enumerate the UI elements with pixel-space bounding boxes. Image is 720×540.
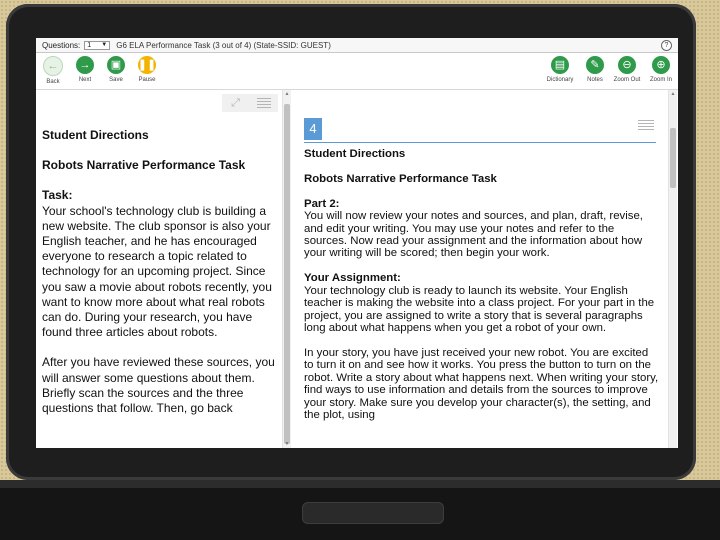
expand-icon[interactable]: ⤢ — [231, 97, 240, 109]
item-pane — [304, 114, 658, 448]
scroll-up-icon[interactable]: ▲ — [670, 91, 676, 97]
next-label: Next — [78, 77, 92, 83]
item-heading: Student Directions — [304, 148, 406, 160]
laptop-base — [0, 480, 720, 540]
next-button[interactable] — [70, 56, 100, 83]
passage-pane — [36, 90, 290, 448]
arrow-right-icon: → — [76, 56, 94, 74]
dictionary-button[interactable] — [545, 56, 575, 83]
test-title: G6 ELA Performance Task (3 out of 4) (State-SSID: GUEST) — [116, 40, 331, 50]
item-task-title: Robots Narrative Performance Task — [304, 172, 497, 185]
help-icon[interactable]: ? — [661, 40, 672, 51]
scroll-down-icon[interactable]: ▼ — [284, 441, 290, 447]
item-content — [304, 148, 658, 421]
back-label: Back — [46, 79, 60, 85]
top-bar — [36, 38, 678, 53]
magnifier-minus-icon: ⊖ — [618, 56, 636, 74]
item-divider — [304, 142, 656, 143]
zoom-in-label: Zoom In — [649, 77, 672, 83]
passage-heading: Student Directions — [42, 128, 149, 142]
zoom-in-button[interactable] — [646, 56, 676, 83]
chevron-down-icon: ▼ — [101, 42, 108, 48]
notepad-icon: ✎ — [586, 56, 604, 74]
magnifier-plus-icon: ⊕ — [652, 56, 670, 74]
save-button[interactable] — [101, 56, 131, 83]
passage-scroll-thumb[interactable] — [284, 104, 290, 444]
pause-icon: ❚❚ — [138, 56, 156, 74]
questions-label: Questions: — [42, 40, 81, 50]
pause-button[interactable] — [132, 56, 162, 83]
zoom-out-button[interactable] — [612, 56, 642, 83]
passage-content — [42, 128, 280, 416]
dictionary-label: Dictionary — [546, 77, 574, 83]
book-icon: ▤ — [551, 56, 569, 74]
save-label: Save — [109, 77, 123, 83]
menu-icon[interactable] — [257, 98, 271, 108]
part-heading: Part 2: — [304, 197, 340, 210]
passage-task-heading: Task: — [42, 188, 73, 203]
scroll-up-icon[interactable]: ▲ — [284, 91, 290, 97]
toolbar — [36, 53, 678, 90]
passage-task-body: Your school's technology club is building a new website. The club sponsor is also your English teacher, and he has encouraged everyone to research a topic related to technology for an upcoming project. Since you saw a movie about robots recently, you want to know more about what real robots can do. During your research, you have found three articles about robots. — [42, 203, 272, 340]
floppy-disk-icon: ▣ — [107, 56, 125, 74]
zoom-out-label: Zoom Out — [613, 77, 641, 83]
test-window — [36, 38, 678, 448]
passage-after-body: After you have reviewed these sources, you will answer some questions about them. Briefly scan the sources and the three questions that follow. Then, go back — [42, 355, 275, 416]
notes-label: Notes — [587, 77, 603, 83]
question-select-value: 1 — [87, 41, 92, 49]
notes-button[interactable] — [580, 56, 610, 83]
question-select[interactable] — [84, 41, 110, 50]
story-body: In your story, you have just received your new robot. You are excited to turn it on and see how it works. You press the button to turn on the robot. Write a story about what happens next. When writing your story, find ways to use information and details from the sources to improve your story. Make sure you develop your character(s), the setting, and the plot, using — [304, 346, 658, 421]
passage-scrollbar[interactable] — [282, 90, 291, 448]
item-scrollbar[interactable] — [668, 90, 677, 448]
item-scroll-thumb[interactable] — [670, 128, 676, 188]
passage-pane-tools — [222, 94, 278, 112]
menu-icon[interactable] — [638, 120, 654, 130]
assignment-heading: Your Assignment: — [304, 272, 401, 285]
laptop-notch — [302, 502, 444, 524]
item-number-badge: 4 — [304, 118, 322, 140]
laptop-hinge — [0, 480, 720, 488]
back-button[interactable] — [38, 56, 68, 85]
pause-label: Pause — [138, 77, 156, 83]
arrow-left-icon: ← — [43, 56, 63, 76]
part-body: You will now review your notes and sources, and plan, draft, revise, and edit your writing. You may use your notes and refer to the sources. Now read your assignment and the information about how your writing will be scored; then begin your work. — [304, 210, 643, 260]
assignment-body: Your technology club is ready to launch its website. Your English teacher is making the website into a class project. For your part in the project, you are assigned to write a story that is several paragraphs long about what happens when you get a robot of your own. — [304, 284, 655, 334]
passage-task-title: Robots Narrative Performance Task — [42, 158, 246, 173]
